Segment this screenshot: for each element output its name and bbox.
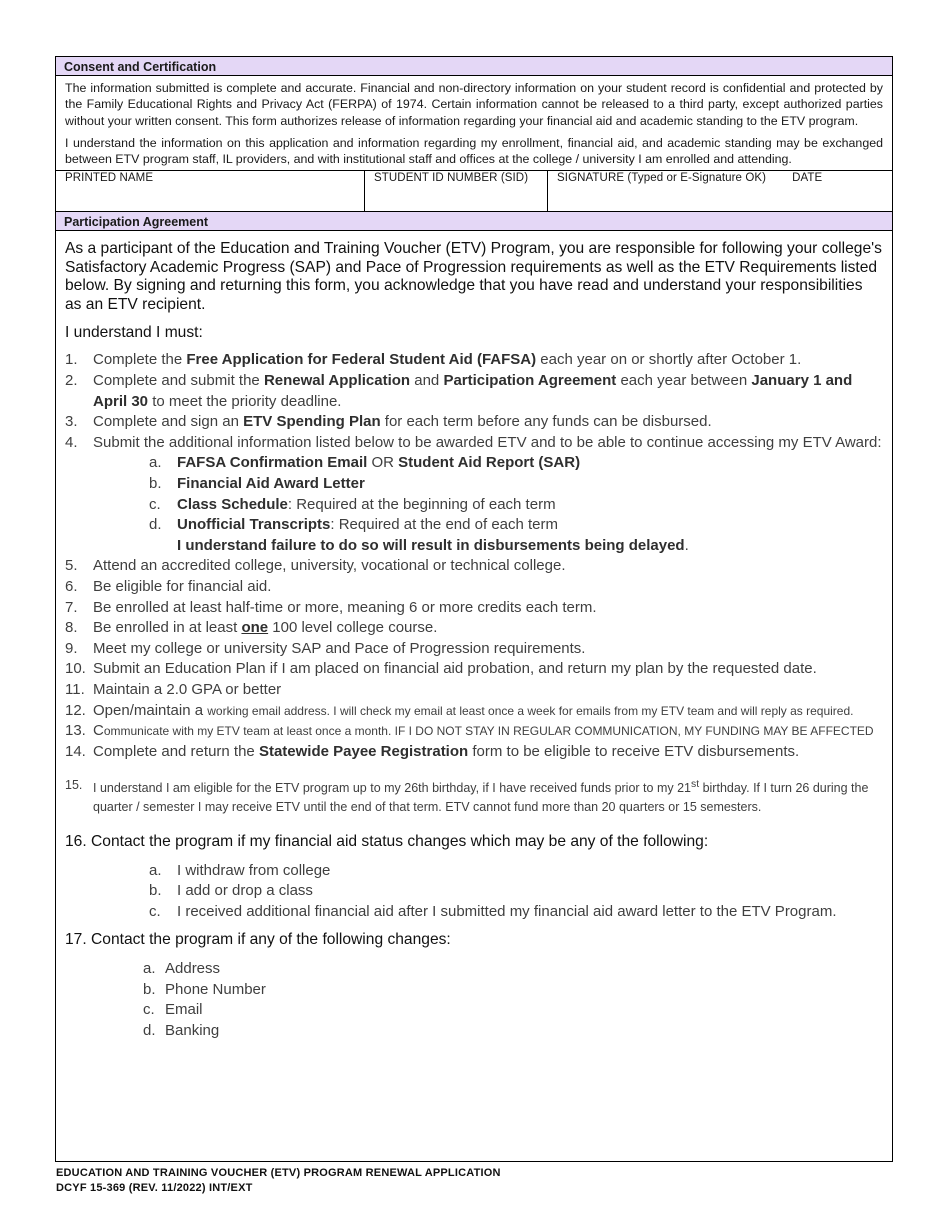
list-item: 13. Communicate with my ETV team at least once a month. IF I DO NOT STAY IN REGULAR COMMUNICATION, MY FUNDING MAY BE AFFECTED (65, 722, 874, 740)
list-item: 8. Be enrolled in at least one 100 level college course. (65, 619, 438, 637)
signature-label: SIGNATURE (Typed or E-Signature OK) (557, 172, 767, 185)
list-item: 5. Attend an accredited college, university, vocational or technical college. (65, 557, 566, 575)
sub-list-item: a. I withdraw from college (149, 861, 331, 879)
list-item: 7. Be enrolled at least half-time or more, meaning 6 or more credits each term. (65, 598, 597, 616)
signature-row (56, 170, 892, 212)
footer-title: EDUCATION AND TRAINING VOUCHER (ETV) PROGRAM RENEWAL APPLICATION (56, 1167, 501, 1179)
form-frame (55, 56, 893, 1162)
printed-name-label: PRINTED NAME (65, 172, 154, 185)
list-item: 6. Be eligible for financial aid. (65, 578, 272, 596)
sub-list-item: d. Banking (143, 1022, 220, 1040)
student-id-label: STUDENT ID NUMBER (SID) (374, 172, 529, 185)
printed-name-field[interactable] (56, 171, 364, 211)
participation-header: Participation Agreement (56, 212, 892, 231)
sub-list-item: a. Address (143, 960, 221, 978)
consent-paragraph-1: The information submitted is complete and accurate. Financial and non-directory information on your student record is confidential and protected by the Family Educational Rights and Privacy Act (FERPA) of 1974. Certain information cannot be released to a third party, except authorized parties without your written consent. This form authorizes release of information regarding your financial aid and academic standing to the ETV program. (65, 81, 883, 128)
list-item: 9. Meet my college or university SAP and Pace of Progression requirements. (65, 639, 586, 657)
consent-paragraph-2: I understand the information on this application and information regarding my enrollment, financial aid, and academic standing may be exchanged between ETV program staff, IL providers, and with institutional staff and offices at the college / university I am enrolled and attending. (65, 135, 883, 167)
sub-list-item: a. FAFSA Confirmation Email OR Student Aid Report (SAR) (149, 454, 581, 472)
form-footer (56, 1166, 501, 1196)
sub-list-item: b. Phone Number (143, 980, 266, 998)
list-item: 11. Maintain a 2.0 GPA or better (65, 680, 282, 698)
list-item: 10. Submit an Education Plan if I am placed on financial aid probation, and return my plan by the requested date. (65, 660, 817, 678)
footer-form-number: DCYF 15-369 (REV. 11/2022) INT/EXT (56, 1182, 253, 1194)
section-16-heading: 16. Contact the program if my financial aid status changes which may be any of the following: (65, 832, 709, 850)
list-item: 12. Open/maintain a working email address. I will check my email at least once a week for emails from my ETV team and will reply as required. (65, 701, 854, 719)
sub-list-item: c. Class Schedule: Required at the beginning of each term (149, 495, 556, 513)
participation-body (56, 231, 892, 1041)
list-item: 4. Submit the additional information listed below to be awarded ETV and to be able to continue accessing my ETV Award: (65, 433, 882, 451)
list-item: 3. Complete and sign an ETV Spending Plan for each term before any funds can be disbursed. (65, 413, 712, 431)
list-item: 2. Complete and submit the Renewal Application and Participation Agreement each year between January 1 and April 30 to meet the priority deadline. (65, 372, 853, 410)
consent-header: Consent and Certification (56, 57, 892, 76)
must-heading: I understand I must: (65, 324, 203, 342)
list-item: 1. Complete the Free Application for Federal Student Aid (FAFSA) each year on or shortly after October 1. (65, 351, 802, 369)
list-item: 15. I understand I am eligible for the ETV program up to my 26th birthday, if I have received funds prior to my 21st birthday. If I turn 26 during the quarter / semester I may receive ETV until the end of that term. ETV cannot fund more than 20 quarters or 15 semesters. (65, 778, 869, 815)
sub-list-item: b. Financial Aid Award Letter (149, 475, 365, 493)
sub-list-item: c. I received additional financial aid after I submitted my financial aid award letter to the ETV Program. (149, 902, 837, 920)
participation-intro: As a participant of the Education and Training Voucher (ETV) Program, you are responsible for following your college's Satisfactory Academic Progress (SAP) and Pace of Progression requirements as well as the ETV Requirements listed below. By signing and returning this form, you acknowledge that you have read and understand your responsibilities as an ETV recipient. (65, 240, 882, 313)
sub-list-item: c. Email (143, 1001, 203, 1019)
delay-warning: I understand failure to do so will result in disbursements being delayed. (177, 536, 689, 554)
sub-list-item: b. I add or drop a class (149, 882, 313, 900)
signature-date-field[interactable] (547, 171, 892, 211)
list-item: 14. Complete and return the Statewide Payee Registration form to be eligible to receive ETV disbursements. (65, 742, 800, 760)
sub-list-item: d. Unofficial Transcripts: Required at the end of each term (149, 516, 559, 534)
consent-text (56, 76, 892, 167)
section-17-heading: 17. Contact the program if any of the following changes: (65, 931, 451, 949)
student-id-field[interactable] (364, 171, 547, 211)
date-label: DATE (792, 172, 823, 185)
